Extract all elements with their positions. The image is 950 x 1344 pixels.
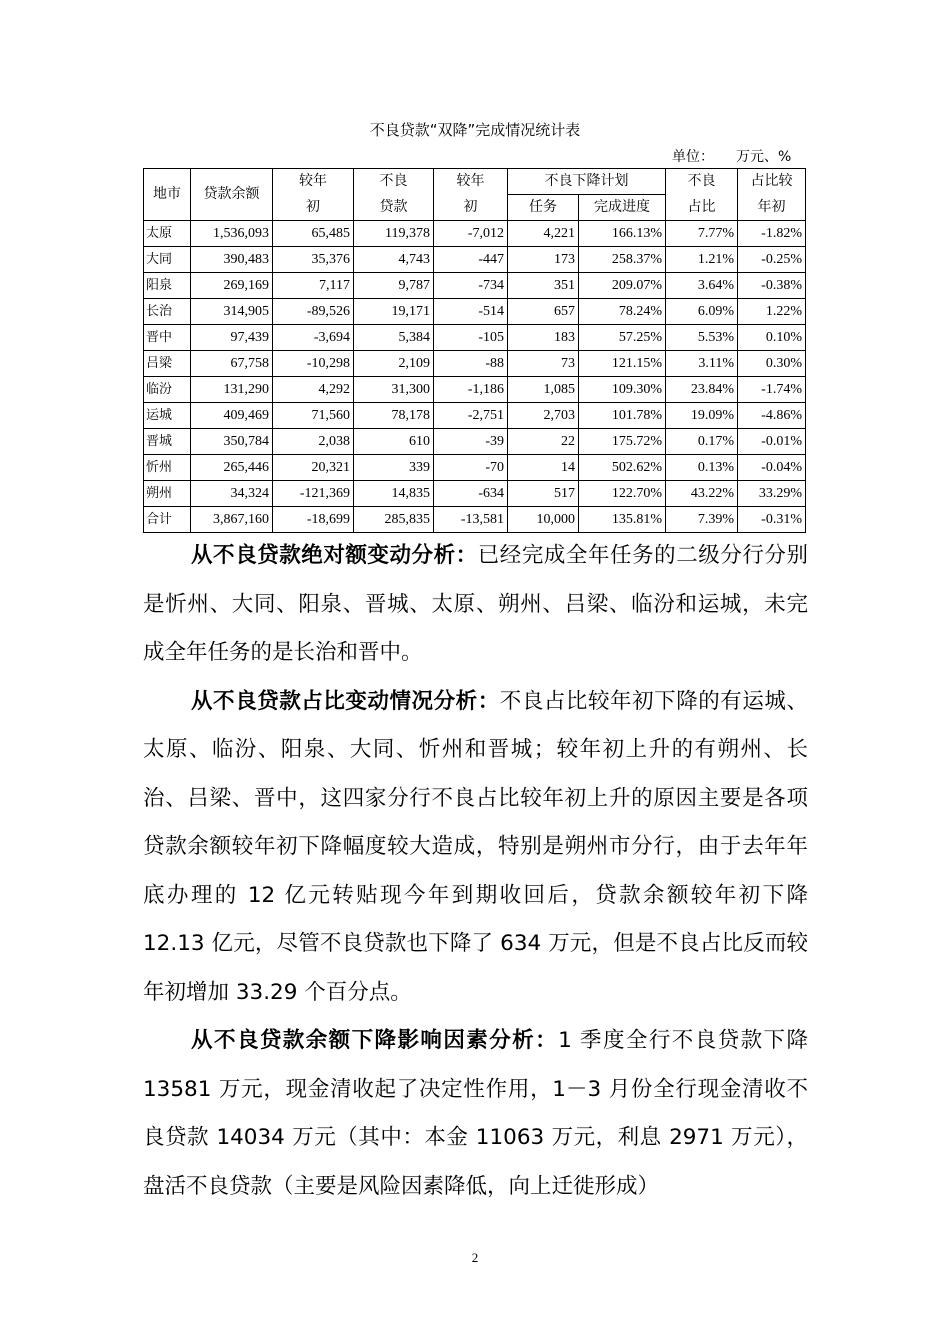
cell-ratio-chg: 33.29% — [738, 481, 806, 507]
paragraph-text: 已经完成全年任务的二级分行分别是忻州、大同、阳泉、晋城、太原、朔州、吕梁、临汾和运城，未完成全年任务的是长治和晋中。 — [143, 543, 808, 665]
cell-ratio: 3.64% — [666, 273, 738, 299]
cell-npl: 2,109 — [354, 351, 434, 377]
cell-ratio-chg: -1.74% — [738, 377, 806, 403]
cell-loan-chg: -121,369 — [273, 481, 354, 507]
cell-loan: 314,905 — [191, 299, 273, 325]
cell-npl: 19,171 — [354, 299, 434, 325]
page-number: 2 — [471, 1250, 479, 1265]
cell-city: 太原 — [144, 221, 191, 247]
paragraph-lead: 从不良贷款余额下降影响因素分析： — [191, 1028, 559, 1053]
header-ratio-line2: 占比 — [666, 195, 738, 221]
cell-task: 14 — [508, 455, 579, 481]
table-row — [144, 325, 806, 351]
header-progress: 完成进度 — [579, 195, 666, 221]
cell-npl: 119,378 — [354, 221, 434, 247]
cell-loan-chg: -89,526 — [273, 299, 354, 325]
cell-loan-chg: 7,117 — [273, 273, 354, 299]
cell-loan-chg: -18,699 — [273, 507, 354, 533]
paragraph-lead: 从不良贷款绝对额变动分析： — [191, 543, 478, 568]
cell-task: 2,703 — [508, 403, 579, 429]
cell-ratio: 0.13% — [666, 455, 738, 481]
cell-progress: 78.24% — [579, 299, 666, 325]
cell-task: 73 — [508, 351, 579, 377]
cell-city: 运城 — [144, 403, 191, 429]
cell-npl-chg: -39 — [434, 429, 508, 455]
cell-loan: 131,290 — [191, 377, 273, 403]
cell-loan: 3,867,160 — [191, 507, 273, 533]
cell-npl: 610 — [354, 429, 434, 455]
cell-npl-chg: -447 — [434, 247, 508, 273]
cell-loan: 1,536,093 — [191, 221, 273, 247]
unit-value: 万元、% — [736, 149, 792, 165]
header-npl-change-line2: 初 — [434, 195, 508, 221]
cell-task: 4,221 — [508, 221, 579, 247]
cell-ratio: 43.22% — [666, 481, 738, 507]
cell-loan: 269,169 — [191, 273, 273, 299]
table-row — [144, 221, 806, 247]
cell-ratio: 19.09% — [666, 403, 738, 429]
cell-progress: 121.15% — [579, 351, 666, 377]
cell-loan-chg: 20,321 — [273, 455, 354, 481]
cell-city: 临汾 — [144, 377, 191, 403]
table-row — [144, 429, 806, 455]
cell-ratio: 23.84% — [666, 377, 738, 403]
cell-progress: 209.07% — [579, 273, 666, 299]
table-row — [144, 377, 806, 403]
cell-progress: 135.81% — [579, 507, 666, 533]
header-npl-line2: 贷款 — [354, 195, 434, 221]
cell-loan: 409,469 — [191, 403, 273, 429]
table-row — [144, 299, 806, 325]
cell-ratio-chg: 1.22% — [738, 299, 806, 325]
table-row — [144, 507, 806, 533]
paragraph-ratio-change — [143, 678, 808, 1018]
cell-npl: 14,835 — [354, 481, 434, 507]
header-ratio-change-line1: 占比较 — [738, 169, 806, 195]
cell-city: 大同 — [144, 247, 191, 273]
cell-loan-chg: 71,560 — [273, 403, 354, 429]
cell-npl: 78,178 — [354, 403, 434, 429]
table-row — [144, 403, 806, 429]
cell-npl-chg: -13,581 — [434, 507, 508, 533]
cell-task: 517 — [508, 481, 579, 507]
cell-ratio-chg: 0.30% — [738, 351, 806, 377]
header-ratio-line1: 不良 — [666, 169, 738, 195]
cell-ratio: 3.11% — [666, 351, 738, 377]
table-row — [144, 455, 806, 481]
header-loan-change-line1: 较年 — [273, 169, 354, 195]
cell-loan: 390,483 — [191, 247, 273, 273]
cell-loan-chg: -3,694 — [273, 325, 354, 351]
cell-npl-chg: -88 — [434, 351, 508, 377]
cell-task: 351 — [508, 273, 579, 299]
paragraph-decline-factors — [143, 1017, 808, 1211]
table-row — [144, 351, 806, 377]
cell-npl-chg: -2,751 — [434, 403, 508, 429]
cell-progress: 101.78% — [579, 403, 666, 429]
cell-loan-chg: 2,038 — [273, 429, 354, 455]
cell-task: 173 — [508, 247, 579, 273]
cell-loan: 67,758 — [191, 351, 273, 377]
table-row — [144, 273, 806, 299]
cell-ratio-chg: -4.86% — [738, 403, 806, 429]
cell-city: 吕梁 — [144, 351, 191, 377]
table-body — [144, 221, 806, 533]
cell-ratio: 5.53% — [666, 325, 738, 351]
cell-task: 657 — [508, 299, 579, 325]
cell-npl-chg: -734 — [434, 273, 508, 299]
cell-npl: 285,835 — [354, 507, 434, 533]
analysis-text — [143, 532, 808, 1211]
cell-progress: 109.30% — [579, 377, 666, 403]
cell-npl: 5,384 — [354, 325, 434, 351]
cell-loan: 34,324 — [191, 481, 273, 507]
cell-npl-chg: -1,186 — [434, 377, 508, 403]
header-plan: 不良下降计划 — [508, 169, 666, 195]
table-row — [144, 481, 806, 507]
cell-npl: 31,300 — [354, 377, 434, 403]
cell-loan-chg: 35,376 — [273, 247, 354, 273]
header-loan-change-line2: 初 — [273, 195, 354, 221]
paragraph-text: 1 季度全行不良贷款下降 13581 万元，现金清收起了决定性作用，1－3 月份全行现金清收不良贷款 14034 万元（其中：本金 11063 万元，利息 2971 万元），盘活不良贷款（主要是风险因素降低，向上迁徙形成） — [143, 1028, 808, 1199]
cell-task: 22 — [508, 429, 579, 455]
header-task: 任务 — [508, 195, 579, 221]
cell-loan-chg: 4,292 — [273, 377, 354, 403]
cell-loan: 97,439 — [191, 325, 273, 351]
cell-loan: 265,446 — [191, 455, 273, 481]
cell-ratio: 7.77% — [666, 221, 738, 247]
unit-label: 单位： — [672, 149, 714, 165]
cell-npl-chg: -70 — [434, 455, 508, 481]
cell-progress: 57.25% — [579, 325, 666, 351]
cell-loan-chg: -10,298 — [273, 351, 354, 377]
cell-npl-chg: -7,012 — [434, 221, 508, 247]
cell-ratio: 0.17% — [666, 429, 738, 455]
cell-ratio-chg: -0.31% — [738, 507, 806, 533]
cell-ratio: 6.09% — [666, 299, 738, 325]
paragraph-absolute-change — [143, 532, 808, 678]
cell-npl: 339 — [354, 455, 434, 481]
cell-task: 183 — [508, 325, 579, 351]
cell-progress: 502.62% — [579, 455, 666, 481]
cell-progress: 175.72% — [579, 429, 666, 455]
cell-city: 阳泉 — [144, 273, 191, 299]
cell-city: 朔州 — [144, 481, 191, 507]
cell-ratio-chg: -0.04% — [738, 455, 806, 481]
cell-progress: 122.70% — [579, 481, 666, 507]
header-ratio-change-line2: 年初 — [738, 195, 806, 221]
cell-city: 晋城 — [144, 429, 191, 455]
cell-ratio: 7.39% — [666, 507, 738, 533]
cell-city: 晋中 — [144, 325, 191, 351]
header-city: 地市 — [144, 169, 191, 221]
cell-npl-chg: -514 — [434, 299, 508, 325]
paragraph-lead: 从不良贷款占比变动情况分析： — [191, 688, 500, 714]
cell-city: 长治 — [144, 299, 191, 325]
cell-ratio-chg: 0.10% — [738, 325, 806, 351]
cell-progress: 258.37% — [579, 247, 666, 273]
cell-npl: 9,787 — [354, 273, 434, 299]
npl-statistics-table — [143, 168, 806, 533]
cell-task: 10,000 — [508, 507, 579, 533]
cell-ratio-chg: -0.38% — [738, 273, 806, 299]
cell-city: 合计 — [144, 507, 191, 533]
cell-npl-chg: -634 — [434, 481, 508, 507]
table-row — [144, 247, 806, 273]
paragraph-text: 不良占比较年初下降的有运城、太原、临汾、阳泉、大同、忻州和晋城；较年初上升的有朔州、长治、吕梁、晋中，这四家分行不良占比较年初上升的原因主要是各项贷款余额较年初下降幅度较大造成，特别是朔州市分行，由于去年年底办理的 12 亿元转贴现今年到期收回后，贷款余额较年初下降 12.13 亿元，尽管不良贷款也下降了 634 万元，但是不良占比反而较年初增加 33.29 个百分点。 — [143, 688, 808, 1005]
cell-task: 1,085 — [508, 377, 579, 403]
cell-loan-chg: 65,485 — [273, 221, 354, 247]
header-loan-balance: 贷款余额 — [191, 169, 273, 221]
table-title: 不良贷款“双降”完成情况统计表 — [369, 121, 581, 139]
cell-ratio-chg: -1.82% — [738, 221, 806, 247]
cell-ratio: 1.21% — [666, 247, 738, 273]
header-npl-line1: 不良 — [354, 169, 434, 195]
cell-city: 忻州 — [144, 455, 191, 481]
cell-ratio-chg: -0.01% — [738, 429, 806, 455]
cell-npl-chg: -105 — [434, 325, 508, 351]
cell-loan: 350,784 — [191, 429, 273, 455]
cell-progress: 166.13% — [579, 221, 666, 247]
header-npl-change-line1: 较年 — [434, 169, 508, 195]
cell-ratio-chg: -0.25% — [738, 247, 806, 273]
cell-npl: 4,743 — [354, 247, 434, 273]
unit-note — [672, 146, 791, 166]
